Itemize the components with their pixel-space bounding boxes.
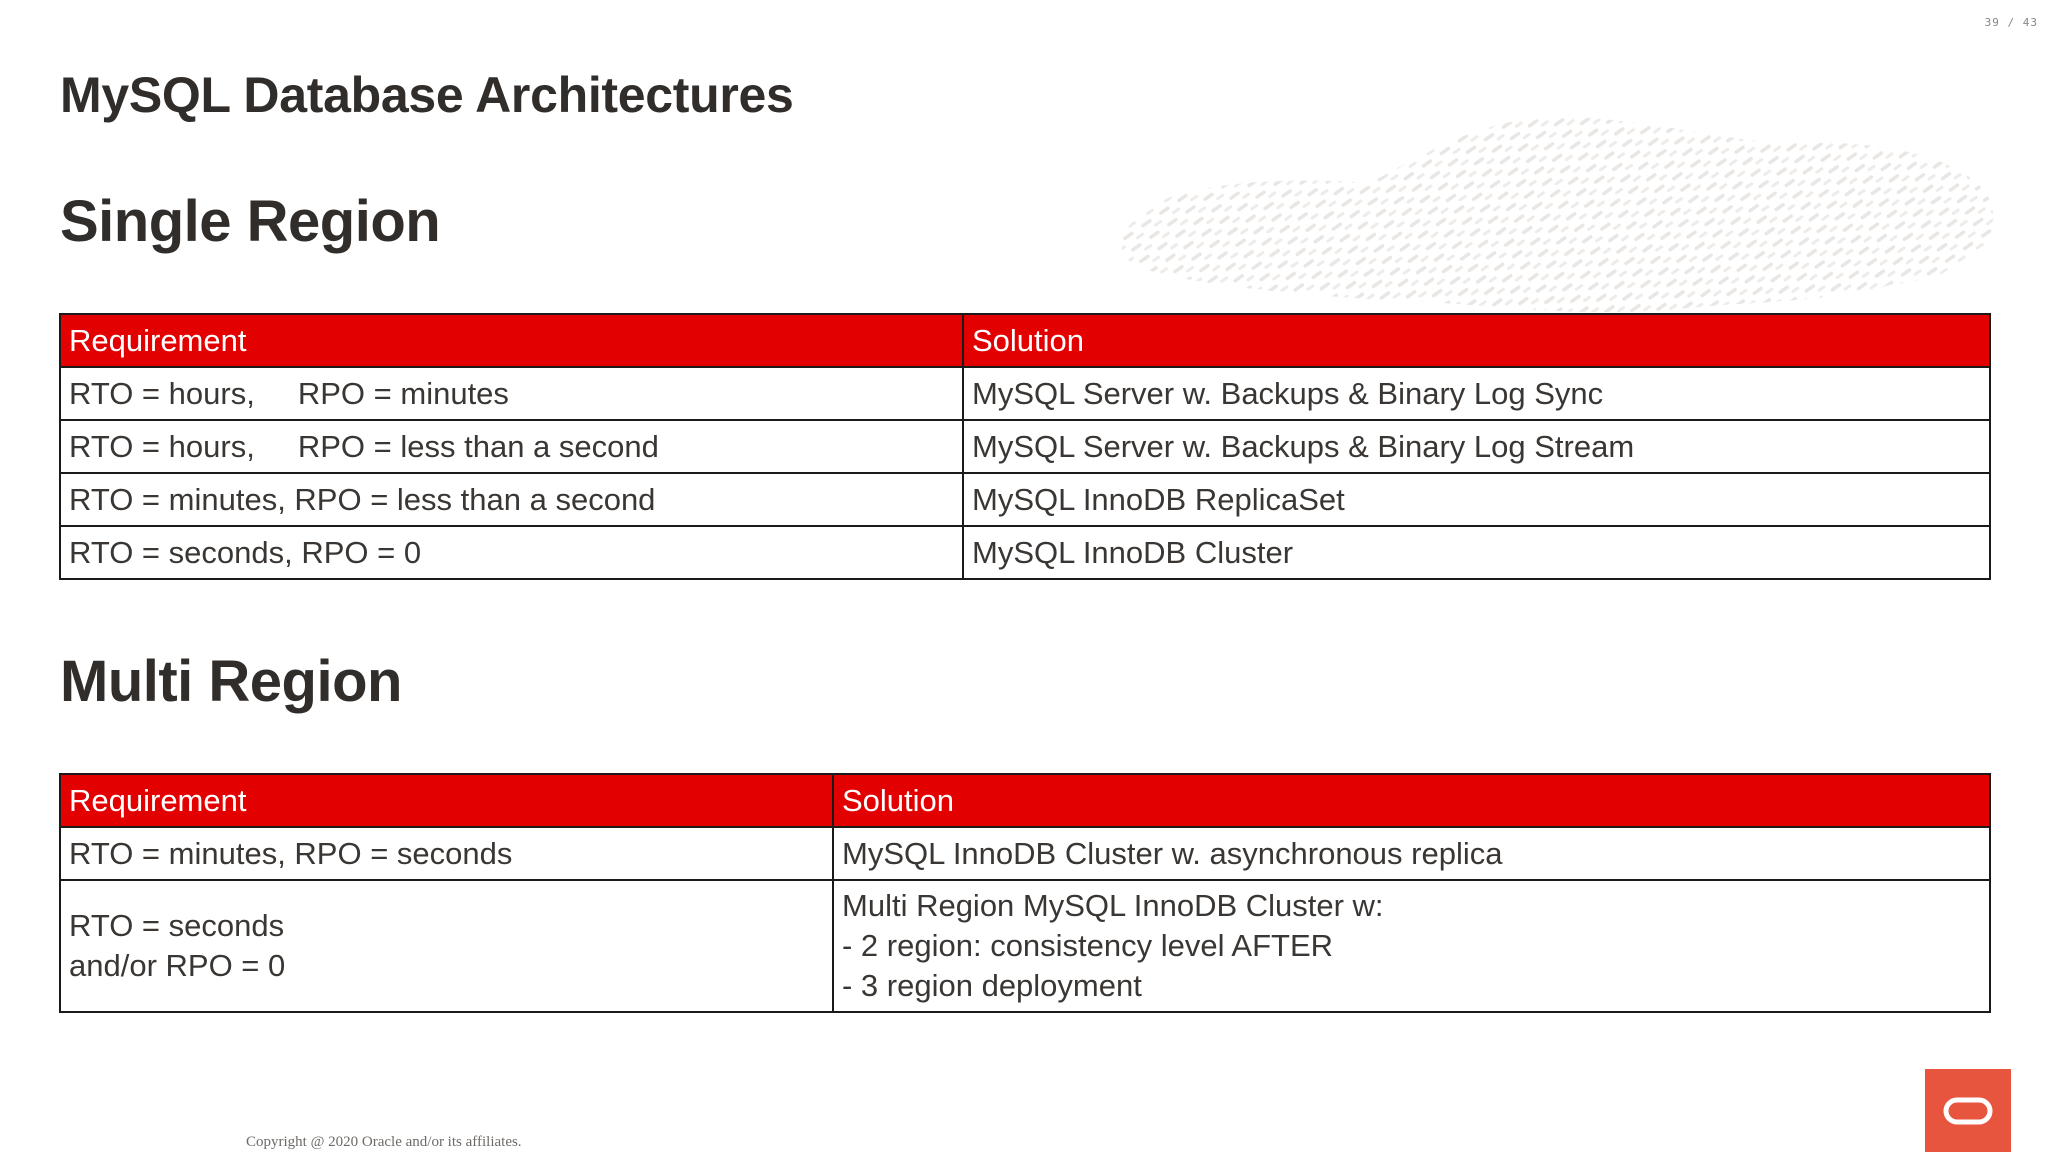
solution-header: Solution (833, 774, 1990, 827)
table-row (60, 367, 1990, 420)
section-title-single-region: Single Region (60, 189, 441, 254)
solution-line: - 3 region deployment (842, 968, 1142, 1003)
requirement-cell (60, 880, 833, 1012)
requirement-line: RTO = minutes, RPO = seconds (69, 835, 513, 871)
table-header-row (60, 314, 1990, 367)
solution-line: MySQL InnoDB Cluster w. asynchronous replica (842, 835, 1503, 871)
table-row (60, 880, 1990, 1012)
requirement-line: RTO = seconds (69, 908, 285, 943)
slide-title: MySQL Database Architectures (60, 67, 794, 123)
solution-cell: MySQL InnoDB Cluster (963, 526, 1990, 579)
solution-cell: MySQL Server w. Backups & Binary Log Sync (963, 367, 1990, 420)
requirement-cell: RTO = minutes, RPO = less than a second (60, 473, 963, 526)
oracle-logo (1925, 1069, 2011, 1152)
table-row (60, 827, 1990, 880)
requirement-cell: RTO = hours, RPO = minutes (60, 367, 963, 420)
solution-cell: MySQL Server w. Backups & Binary Log Stream (963, 420, 1990, 473)
solution-line: - 2 region: consistency level AFTER (842, 928, 1334, 963)
table-header-row (60, 774, 1990, 827)
decorative-pattern (1110, 105, 2000, 315)
solution-cell (833, 880, 1990, 1012)
requirement-header: Requirement (60, 774, 833, 827)
table-row (60, 526, 1990, 579)
requirement-line: and/or RPO = 0 (69, 948, 286, 983)
single-region-table (59, 313, 1991, 580)
requirement-cell (60, 827, 833, 880)
solution-cell (833, 827, 1990, 880)
copyright-notice: Copyright @ 2020 Oracle and/or its affiliates. (246, 1134, 522, 1150)
table-row (60, 420, 1990, 473)
solution-cell: MySQL InnoDB ReplicaSet (963, 473, 1990, 526)
page-counter: 39 / 43 (1984, 16, 2038, 29)
solution-header: Solution (963, 314, 1990, 367)
multi-region-table (59, 773, 1991, 1013)
solution-line: Multi Region MySQL InnoDB Cluster w: (842, 888, 1384, 923)
oracle-ring-icon (1942, 1096, 1994, 1126)
requirement-cell: RTO = hours, RPO = less than a second (60, 420, 963, 473)
section-title-multi-region: Multi Region (60, 649, 402, 714)
table-row (60, 473, 1990, 526)
requirement-cell: RTO = seconds, RPO = 0 (60, 526, 963, 579)
requirement-header: Requirement (60, 314, 963, 367)
